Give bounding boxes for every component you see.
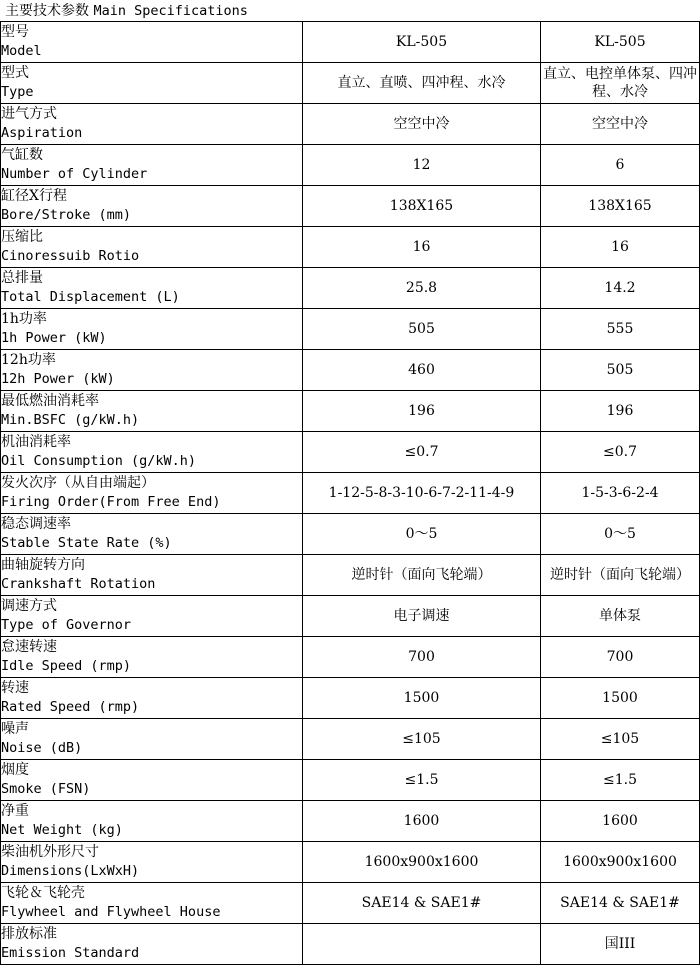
spec-label-en: Number of Cylinder <box>1 166 148 182</box>
spec-value-text: 电子调速 <box>393 608 450 624</box>
table-row <box>1 391 700 432</box>
spec-value-col1 <box>303 678 541 719</box>
spec-label <box>1 104 303 145</box>
table-row <box>1 719 700 760</box>
spec-value-text: 1600x900x1600 <box>563 854 677 870</box>
spec-value-text: ≤0.7 <box>404 444 439 460</box>
spec-value-text: KL-505 <box>395 34 448 50</box>
spec-label <box>1 883 303 924</box>
spec-value-col1 <box>303 63 541 104</box>
spec-value-col2 <box>541 924 700 965</box>
spec-value-col1 <box>303 719 541 760</box>
table-row <box>1 514 700 555</box>
spec-value-text: 逆时针（面向飞轮端） <box>550 567 690 583</box>
spec-value-text: ≤105 <box>600 731 640 747</box>
spec-label <box>1 924 303 965</box>
spec-label-en: Net Weight (kg) <box>1 822 123 838</box>
spec-label <box>1 719 303 760</box>
spec-label-cn: 发火次序（从自由端起） <box>1 475 155 491</box>
spec-label-cn: 型号 <box>1 24 29 40</box>
spec-value-text: 1-5-3-6-2-4 <box>581 485 659 501</box>
spec-value-text: 505 <box>408 321 435 337</box>
spec-label-en: Model <box>1 43 42 59</box>
spec-value-col2 <box>541 555 700 596</box>
table-row <box>1 473 700 514</box>
spec-value-col2 <box>541 678 700 719</box>
spec-label-en: Total Displacement (L) <box>1 289 180 305</box>
spec-label-en: Crankshaft Rotation <box>1 576 156 592</box>
spec-label <box>1 227 303 268</box>
specifications-table <box>0 21 700 965</box>
table-row <box>1 104 700 145</box>
spec-label-cn: 排放标准 <box>1 926 57 942</box>
spec-label <box>1 63 303 104</box>
spec-label-en: Noise (dB) <box>1 740 83 756</box>
spec-label-cn: 净重 <box>1 803 29 819</box>
spec-label-cn: 总排量 <box>1 270 43 286</box>
spec-label-en: Type of Governor <box>1 617 132 633</box>
spec-value-col1 <box>303 760 541 801</box>
spec-value-col2 <box>541 596 700 637</box>
table-row <box>1 227 700 268</box>
spec-value-col1 <box>303 309 541 350</box>
spec-value-col1 <box>303 186 541 227</box>
specifications-body <box>1 22 700 965</box>
spec-label-en: Stable State Rate (%) <box>1 535 172 551</box>
spec-value-col2 <box>541 227 700 268</box>
spec-label-en: Rated Speed (rmp) <box>1 699 140 715</box>
table-row <box>1 883 700 924</box>
spec-label-cn: 转速 <box>1 680 29 696</box>
spec-label <box>1 473 303 514</box>
spec-label-en: 1h Power (kW) <box>1 330 107 346</box>
spec-value-col2 <box>541 186 700 227</box>
spec-label-cn: 怠速转速 <box>1 639 57 655</box>
table-row <box>1 268 700 309</box>
spec-value-text: 1500 <box>602 690 638 706</box>
spec-value-col1 <box>303 104 541 145</box>
table-row <box>1 596 700 637</box>
spec-value-text: 国III <box>604 936 636 952</box>
spec-label <box>1 842 303 883</box>
table-row <box>1 760 700 801</box>
spec-value-col2 <box>541 432 700 473</box>
spec-label <box>1 391 303 432</box>
spec-value-col2 <box>541 842 700 883</box>
spec-label-cn: 曲轴旋转方向 <box>1 557 85 573</box>
spec-label-cn: 柴油机外形尺寸 <box>1 844 99 860</box>
table-row <box>1 801 700 842</box>
table-row <box>1 22 700 63</box>
spec-label-cn: 缸径X行程 <box>1 188 67 204</box>
table-row <box>1 186 700 227</box>
table-row <box>1 924 700 965</box>
spec-label <box>1 22 303 63</box>
spec-value-col1 <box>303 801 541 842</box>
table-row <box>1 350 700 391</box>
spec-value-col2 <box>541 268 700 309</box>
spec-value-col2 <box>541 719 700 760</box>
spec-value-col2 <box>541 145 700 186</box>
spec-label-cn: 型式 <box>1 65 29 81</box>
spec-value-col1 <box>303 924 541 965</box>
table-row <box>1 842 700 883</box>
spec-value-text: 700 <box>606 649 634 665</box>
table-row <box>1 432 700 473</box>
spec-value-col1 <box>303 268 541 309</box>
spec-label <box>1 514 303 555</box>
spec-value-text: 0～5 <box>604 526 636 542</box>
spec-label-cn: 压缩比 <box>1 229 43 245</box>
spec-label-en: Oil Consumption (g/kW.h) <box>1 453 197 469</box>
spec-value-text: SAE14 & SAE1# <box>560 895 680 911</box>
spec-value-col1 <box>303 145 541 186</box>
spec-value-text: 700 <box>408 649 435 665</box>
spec-label <box>1 678 303 719</box>
spec-value-col2 <box>541 350 700 391</box>
spec-value-text: 直立、直喷、四冲程、水冷 <box>337 75 506 91</box>
spec-value-text: 460 <box>408 362 435 378</box>
spec-value-text: 505 <box>606 362 634 378</box>
spec-value-col2 <box>541 801 700 842</box>
spec-value-text: 1500 <box>403 690 440 706</box>
spec-value-col2 <box>541 309 700 350</box>
spec-value-text: 6 <box>615 157 625 173</box>
spec-value-col1 <box>303 883 541 924</box>
spec-label <box>1 760 303 801</box>
spec-value-col1 <box>303 555 541 596</box>
spec-value-text: 1600 <box>602 813 638 829</box>
spec-value-col1 <box>303 432 541 473</box>
spec-value-text: ≤1.5 <box>404 772 439 788</box>
spec-label-cn: 气缸数 <box>1 147 43 163</box>
spec-value-col1 <box>303 350 541 391</box>
table-row <box>1 678 700 719</box>
spec-label-en: Idle Speed (rmp) <box>1 658 132 674</box>
spec-value-text: 逆时针（面向飞轮端） <box>351 567 492 583</box>
spec-label-cn: 调速方式 <box>1 598 57 614</box>
spec-value-col1 <box>303 514 541 555</box>
spec-label-cn: 噪声 <box>1 721 29 737</box>
spec-value-col1 <box>303 391 541 432</box>
spec-value-text: 空空中冷 <box>393 116 450 132</box>
spec-value-text: 196 <box>606 403 634 419</box>
spec-label-cn: 最低燃油消耗率 <box>1 393 99 409</box>
spec-value-text: ≤1.5 <box>603 772 637 788</box>
spec-label-cn: 12h功率 <box>1 352 56 368</box>
spec-value-text: 0～5 <box>405 526 438 542</box>
spec-label-en: Cinoressuib Rotio <box>1 248 140 264</box>
title-cn: 主要技术参数 <box>5 3 89 19</box>
spec-value-text: 138X165 <box>389 198 454 214</box>
spec-label-en: Type <box>1 84 34 100</box>
spec-label <box>1 801 303 842</box>
spec-label-en: Dimensions(LxWxH) <box>1 863 140 879</box>
spec-value-text: 12 <box>412 157 431 173</box>
spec-value-text: 空空中冷 <box>592 116 648 132</box>
spec-value-col2 <box>541 637 700 678</box>
spec-label-cn: 稳态调速率 <box>1 516 71 532</box>
spec-label-en: Firing Order(From Free End) <box>1 494 221 510</box>
table-row <box>1 309 700 350</box>
spec-label <box>1 555 303 596</box>
spec-value-text: 单体泵 <box>599 608 641 624</box>
spec-value-col1 <box>303 842 541 883</box>
spec-value-text: 1600 <box>403 813 440 829</box>
spec-value-text: 25.8 <box>405 280 438 296</box>
spec-value-text: 16 <box>611 239 629 255</box>
spec-value-text: 138X165 <box>588 198 652 214</box>
spec-label-cn: 烟度 <box>1 762 29 778</box>
spec-value-col2 <box>541 22 700 63</box>
spec-value-col2 <box>541 514 700 555</box>
spec-label-en: Min.BSFC (g/kW.h) <box>1 412 140 428</box>
title-en: Main Specifications <box>93 3 248 19</box>
spec-label-cn: 1h功率 <box>1 311 47 327</box>
spec-label <box>1 596 303 637</box>
spec-value-col1 <box>303 227 541 268</box>
spec-value-text: 14.2 <box>604 280 636 296</box>
spec-value-text: 1-12-5-8-3-10-6-7-2-11-4-9 <box>328 485 515 501</box>
spec-label <box>1 637 303 678</box>
spec-label-cn: 机油消耗率 <box>1 434 71 450</box>
spec-value-text: KL-505 <box>594 34 646 50</box>
spec-value-col2 <box>541 760 700 801</box>
spec-label-en: Aspiration <box>1 125 83 141</box>
table-row <box>1 555 700 596</box>
spec-label <box>1 186 303 227</box>
spec-label-en: 12h Power (kW) <box>1 371 115 387</box>
spec-label-en: Emission Standard <box>1 945 140 961</box>
spec-value-text: 555 <box>606 321 634 337</box>
spec-value-text: ≤105 <box>402 731 441 747</box>
table-row <box>1 145 700 186</box>
spec-label <box>1 309 303 350</box>
spec-value-text: 16 <box>412 239 431 255</box>
spec-value-text: 1600x900x1600 <box>364 854 479 870</box>
spec-value-text: ≤0.7 <box>603 444 637 460</box>
spec-value-text: SAE14 & SAE1# <box>361 895 482 911</box>
spec-label <box>1 432 303 473</box>
spec-value-col1 <box>303 596 541 637</box>
spec-label <box>1 268 303 309</box>
spec-label-en: Bore/Stroke (mm) <box>1 207 132 223</box>
spec-label <box>1 145 303 186</box>
spec-label-en: Smoke (FSN) <box>1 781 91 797</box>
spec-value-col1 <box>303 473 541 514</box>
page-title <box>5 2 248 20</box>
spec-label <box>1 350 303 391</box>
spec-value-col2 <box>541 104 700 145</box>
spec-value-col2 <box>541 473 700 514</box>
spec-value-text: 直立、电控单体泵、四冲程、水冷 <box>543 66 697 100</box>
spec-value-col1 <box>303 637 541 678</box>
spec-value-col1 <box>303 22 541 63</box>
table-row <box>1 637 700 678</box>
spec-label-cn: 进气方式 <box>1 106 57 122</box>
spec-value-col2 <box>541 883 700 924</box>
spec-label-cn: 飞轮＆飞轮壳 <box>1 885 85 901</box>
table-row <box>1 63 700 104</box>
spec-value-col2 <box>541 63 700 104</box>
spec-value-text: 196 <box>408 403 435 419</box>
spec-value-col2 <box>541 391 700 432</box>
spec-label-en: Flywheel and Flywheel House <box>1 904 221 920</box>
